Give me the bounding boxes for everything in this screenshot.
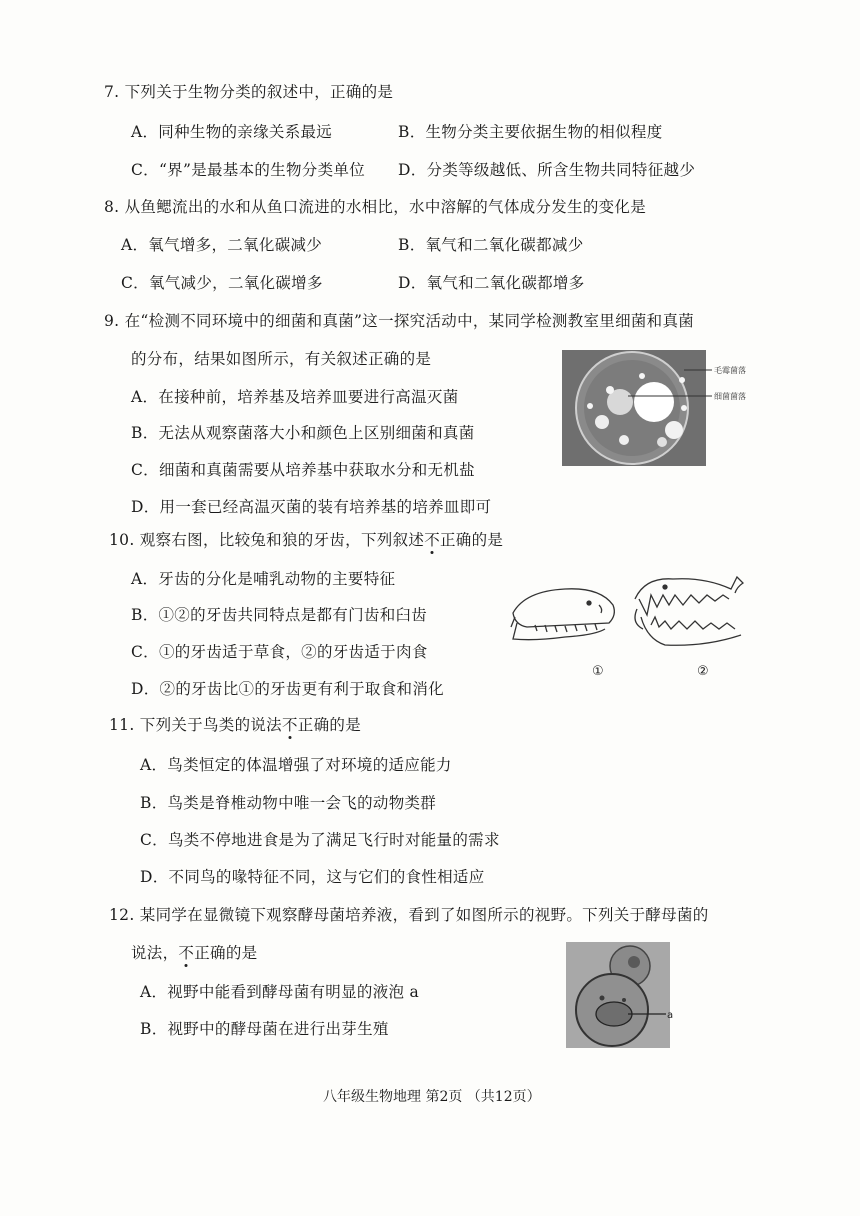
q10-stem: 10. 观察右图，比较兔和狼的牙齿，下列叙述不正确的是 <box>109 531 504 549</box>
q11-option-b: B．鸟类是脊椎动物中唯一会飞的动物类群 <box>140 794 437 812</box>
q11-option-d: D．不同鸟的喙特征不同，这与它们的食性相适应 <box>140 868 485 886</box>
q12-stem-line1: 12. 某同学在显微镜下观察酵母菌培养液，看到了如图所示的视野。下列关于酵母菌的 <box>109 906 709 924</box>
teeth-figure <box>505 565 755 680</box>
q8-stem: 8. 从鱼鳃流出的水和从鱼口流进的水相比，水中溶解的气体成分发生的变化是 <box>104 198 647 216</box>
q12-option-b: B．视野中的酵母菌在进行出芽生殖 <box>140 1020 389 1038</box>
q7-stem: 7. 下列关于生物分类的叙述中，正确的是 <box>104 83 394 101</box>
fig-label-bacteria: 细菌菌落 <box>714 392 746 401</box>
q9-option-a: A．在接种前，培养基及培养皿要进行高温灭菌 <box>131 388 459 406</box>
q10-option-a: A．牙齿的分化是哺乳动物的主要特征 <box>131 570 396 588</box>
q8-option-a: A．氧气增多，二氧化碳减少 <box>121 236 323 254</box>
q7-option-d: D．分类等级越低、所含生物共同特征越少 <box>398 161 696 179</box>
page-footer: 八年级生物地理 第2页 （共12页） <box>323 1089 541 1105</box>
q7-option-a: A．同种生物的亲缘关系最远 <box>131 123 333 141</box>
q10-option-b: B．①②的牙齿共同特点是都有门齿和臼齿 <box>131 606 428 624</box>
q9-option-b: B．无法从观察菌落大小和颜色上区别细菌和真菌 <box>131 424 475 442</box>
wolf-skull <box>635 577 743 645</box>
q9-option-c: C．细菌和真菌需要从培养基中获取水分和无机盐 <box>131 461 475 479</box>
q11-option-c: C．鸟类不停地进食是为了满足飞行时对能量的需求 <box>140 831 500 849</box>
emphasis-not: 不 <box>281 716 298 734</box>
petri-dish-figure <box>562 350 762 470</box>
q9-option-d: D．用一套已经高温灭菌的装有培养基的培养皿即可 <box>131 498 492 516</box>
yeast-figure <box>566 942 682 1050</box>
q8-option-c: C．氧气减少，二氧化碳增多 <box>121 274 323 292</box>
q8-option-d: D．氧气和二氧化碳都增多 <box>398 274 585 292</box>
q12-stem-line2: 说法，不正确的是 <box>131 944 258 962</box>
q9-stem-line2: 的分布，结果如图所示，有关叙述正确的是 <box>131 350 432 368</box>
q12-option-a: A．视野中能看到酵母菌有明显的液泡 a <box>140 983 420 1001</box>
q8-option-b: B．氧气和二氧化碳都减少 <box>398 236 584 254</box>
vacuole-label: a <box>667 1010 674 1021</box>
q7-option-c: C．“界”是最基本的生物分类单位 <box>131 161 366 179</box>
label-rabbit: ① <box>592 664 604 679</box>
emphasis-not: 不 <box>178 944 195 962</box>
q10-option-c: C．①的牙齿适于草食，②的牙齿适于肉食 <box>131 643 428 661</box>
q9-stem-line1: 9. 在“检测不同环境中的细菌和真菌”这一探究活动中，某同学检测教室里细菌和真菌 <box>104 312 695 330</box>
fig-label-mold: 毛霉菌落 <box>714 366 746 375</box>
rabbit-skull <box>511 589 614 640</box>
q11-option-a: A．鸟类恒定的体温增强了对环境的适应能力 <box>140 756 452 774</box>
q7-option-b: B．生物分类主要依据生物的相似程度 <box>398 123 663 141</box>
q11-stem: 11. 下列关于鸟类的说法不正确的是 <box>109 716 361 734</box>
emphasis-not: 不 <box>424 531 440 549</box>
label-wolf: ② <box>697 664 709 679</box>
q10-option-d: D．②的牙齿比①的牙齿更有利于取食和消化 <box>131 680 444 698</box>
